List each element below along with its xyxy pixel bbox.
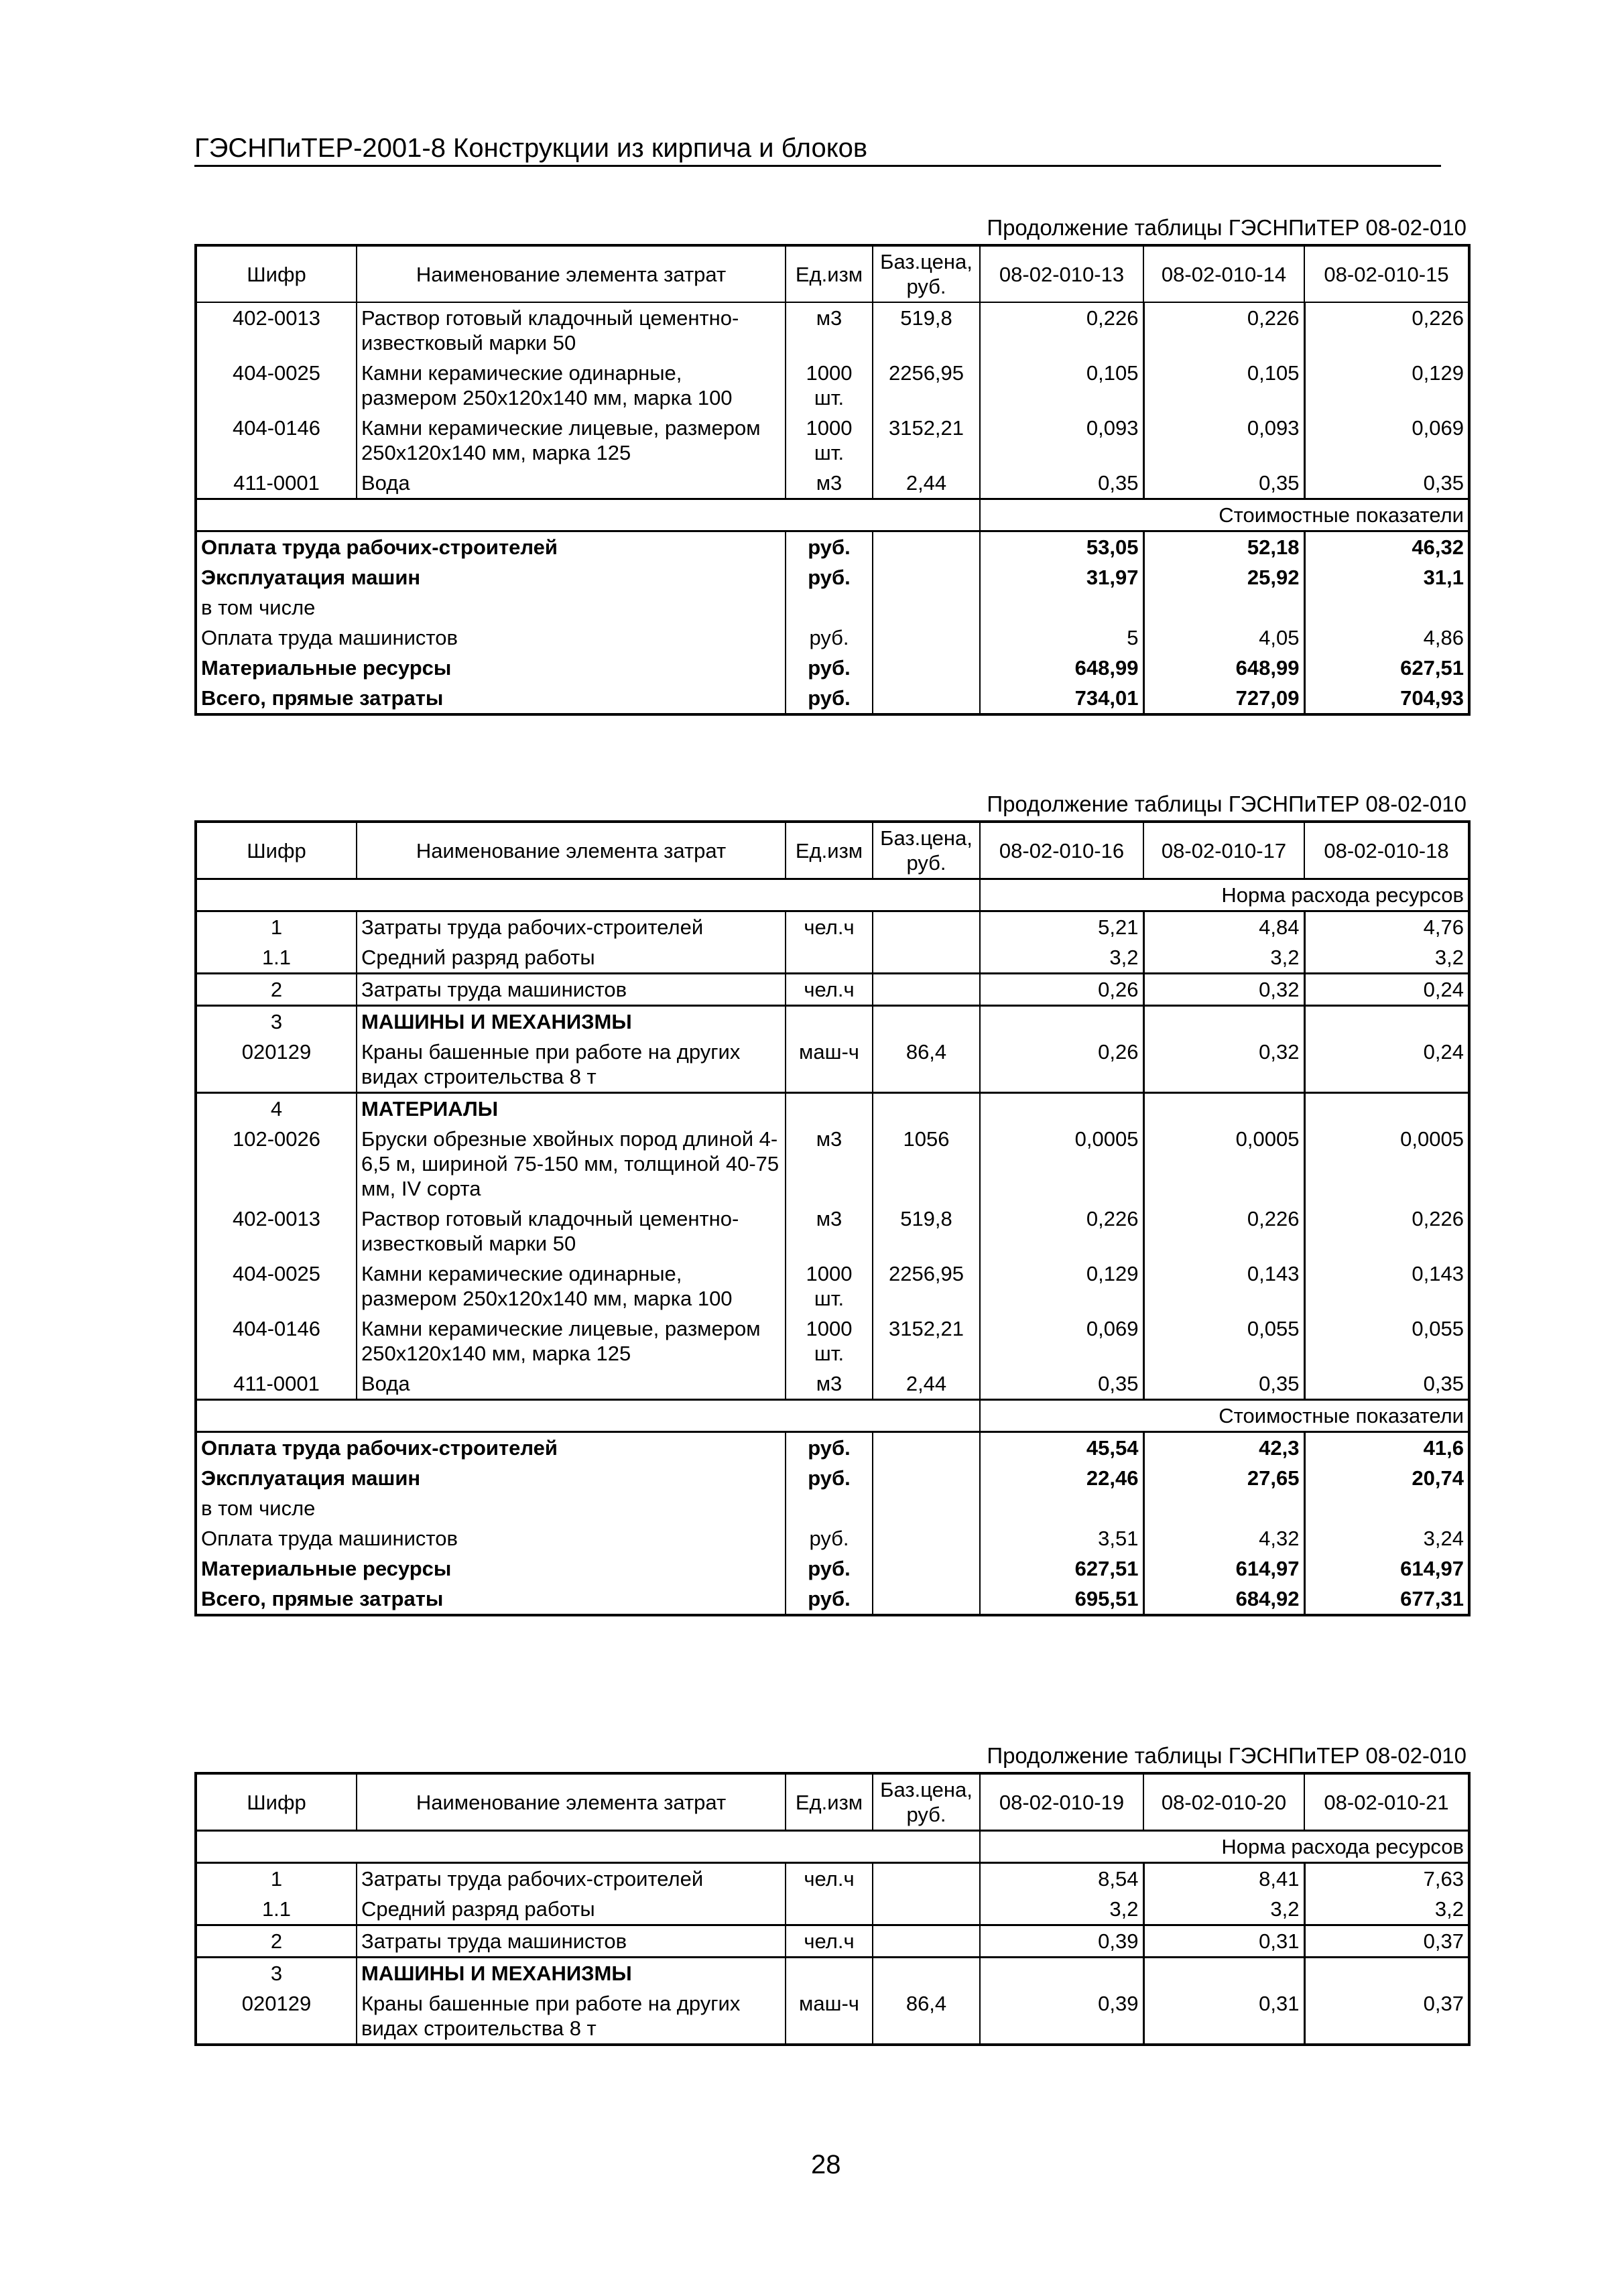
column-header-norm-code: 08-02-010-17 bbox=[1143, 822, 1304, 879]
cost-value: 3,24 bbox=[1304, 1523, 1469, 1553]
resource-code: 404-0146 bbox=[196, 1314, 357, 1368]
table-row bbox=[196, 1988, 1469, 2045]
resource-price bbox=[873, 1958, 980, 1989]
cost-value: 42,3 bbox=[1143, 1432, 1304, 1464]
cost-row bbox=[196, 1432, 1469, 1464]
section-spacer bbox=[196, 1400, 980, 1432]
cost-label: Всего, прямые затраты bbox=[196, 683, 786, 714]
cost-row bbox=[196, 1584, 1469, 1615]
resource-code: 020129 bbox=[196, 1988, 357, 2045]
column-header-name: Наименование элемента затрат bbox=[357, 1773, 786, 1831]
column-header-norm-code: 08-02-010-14 bbox=[1143, 245, 1304, 302]
table-row bbox=[196, 1925, 1469, 1958]
resource-price bbox=[873, 1925, 980, 1958]
norm-value: 0,39 bbox=[980, 1925, 1143, 1958]
cost-value: 22,46 bbox=[980, 1463, 1143, 1493]
table-row bbox=[196, 1093, 1469, 1125]
cost-price-empty bbox=[873, 592, 980, 623]
cost-row bbox=[196, 623, 1469, 653]
cost-value: 53,05 bbox=[980, 531, 1143, 563]
cost-price-empty bbox=[873, 653, 980, 683]
table-header-row bbox=[196, 1773, 1469, 1831]
cost-unit: руб. bbox=[786, 531, 873, 563]
cost-value: 4,86 bbox=[1304, 623, 1469, 653]
resource-unit: 1000 шт. bbox=[786, 1259, 873, 1314]
cost-row bbox=[196, 653, 1469, 683]
norm-value: 0,39 bbox=[980, 1988, 1143, 2045]
table-row bbox=[196, 974, 1469, 1006]
column-header-name: Наименование элемента затрат bbox=[357, 245, 786, 302]
cost-label: в том числе bbox=[196, 592, 786, 623]
column-header-norm-code: 08-02-010-20 bbox=[1143, 1773, 1304, 1831]
column-header-unit: Ед.изм bbox=[786, 1773, 873, 1831]
cost-price-empty bbox=[873, 1553, 980, 1584]
cost-unit: руб. bbox=[786, 1553, 873, 1584]
column-header-name: Наименование элемента затрат bbox=[357, 822, 786, 879]
resource-code: 1 bbox=[196, 1863, 357, 1895]
norm-value bbox=[980, 1006, 1143, 1037]
norm-value: 0,226 bbox=[980, 1204, 1143, 1259]
resource-price bbox=[873, 942, 980, 974]
norm-value: 0,37 bbox=[1304, 1988, 1469, 2045]
resource-price: 3152,21 bbox=[873, 1314, 980, 1368]
norm-value: 3,2 bbox=[980, 1894, 1143, 1925]
section-spacer bbox=[196, 499, 980, 531]
norm-value: 0,226 bbox=[1304, 1204, 1469, 1259]
table-row bbox=[196, 911, 1469, 943]
resource-name: Вода bbox=[357, 468, 786, 499]
column-header-norm-code: 08-02-010-19 bbox=[980, 1773, 1143, 1831]
resource-unit: чел.ч bbox=[786, 974, 873, 1006]
resource-unit bbox=[786, 1894, 873, 1925]
cost-unit: руб. bbox=[786, 623, 873, 653]
cost-unit: руб. bbox=[786, 1463, 873, 1493]
resource-price: 2,44 bbox=[873, 468, 980, 499]
table-row bbox=[196, 302, 1469, 358]
resource-code: 4 bbox=[196, 1093, 357, 1125]
cost-value: 5 bbox=[980, 623, 1143, 653]
resource-name: Камни керамические одинарные, размером 250х120х140 мм, марка 100 bbox=[357, 1259, 786, 1314]
resource-price: 86,4 bbox=[873, 1037, 980, 1093]
norm-value: 0,37 bbox=[1304, 1925, 1469, 1958]
cost-price-empty bbox=[873, 1463, 980, 1493]
cost-label: Оплата труда рабочих-строителей bbox=[196, 531, 786, 563]
resource-code: 102-0026 bbox=[196, 1124, 357, 1204]
cost-value bbox=[1304, 592, 1469, 623]
norm-value: 0,226 bbox=[1143, 302, 1304, 358]
resource-unit: 1000 шт. bbox=[786, 413, 873, 468]
cost-label: Материальные ресурсы bbox=[196, 1553, 786, 1584]
norm-value: 0,105 bbox=[980, 358, 1143, 413]
resource-unit: маш-ч bbox=[786, 1037, 873, 1093]
section-label: Стоимостные показатели bbox=[980, 1400, 1469, 1432]
resource-name: Раствор готовый кладочный цементно-известковый марки 50 bbox=[357, 302, 786, 358]
cost-value: 648,99 bbox=[1143, 653, 1304, 683]
cost-value: 25,92 bbox=[1143, 562, 1304, 592]
cost-row bbox=[196, 1523, 1469, 1553]
cost-value: 627,51 bbox=[1304, 653, 1469, 683]
norm-value: 0,31 bbox=[1143, 1925, 1304, 1958]
resource-name: МАШИНЫ И МЕХАНИЗМЫ bbox=[357, 1958, 786, 1989]
resource-price: 1056 bbox=[873, 1124, 980, 1204]
cost-value: 695,51 bbox=[980, 1584, 1143, 1615]
resource-unit: маш-ч bbox=[786, 1988, 873, 2045]
resource-table-1 bbox=[194, 244, 1471, 716]
cost-label: Эксплуатация машин bbox=[196, 562, 786, 592]
resource-name: Вода bbox=[357, 1368, 786, 1400]
resource-price: 3152,21 bbox=[873, 413, 980, 468]
cost-value: 31,97 bbox=[980, 562, 1143, 592]
norm-value: 3,2 bbox=[980, 942, 1143, 974]
column-header-norm-code: 08-02-010-21 bbox=[1304, 1773, 1469, 1831]
column-header-price: Баз.цена, руб. bbox=[873, 1773, 980, 1831]
cost-value: 627,51 bbox=[980, 1553, 1143, 1584]
cost-value: 52,18 bbox=[1143, 531, 1304, 563]
resource-name: МАТЕРИАЛЫ bbox=[357, 1093, 786, 1125]
section-row bbox=[196, 1831, 1469, 1863]
cost-unit: руб. bbox=[786, 1584, 873, 1615]
resource-code: 1.1 bbox=[196, 942, 357, 974]
norm-value bbox=[1143, 1093, 1304, 1125]
cost-row bbox=[196, 531, 1469, 563]
section-label: Норма расхода ресурсов bbox=[980, 879, 1469, 911]
section-row bbox=[196, 1400, 1469, 1432]
cost-unit: руб. bbox=[786, 1432, 873, 1464]
resource-code: 3 bbox=[196, 1958, 357, 1989]
resource-unit: м3 bbox=[786, 1124, 873, 1204]
column-header-norm-code: 08-02-010-13 bbox=[980, 245, 1143, 302]
norm-value: 4,84 bbox=[1143, 911, 1304, 943]
cost-value: 684,92 bbox=[1143, 1584, 1304, 1615]
table-row bbox=[196, 1006, 1469, 1037]
cost-row bbox=[196, 1553, 1469, 1584]
cost-unit: руб. bbox=[786, 683, 873, 714]
cost-value bbox=[1143, 592, 1304, 623]
cost-unit: руб. bbox=[786, 562, 873, 592]
norm-value: 0,35 bbox=[1143, 468, 1304, 499]
table-row bbox=[196, 1368, 1469, 1400]
table-caption: Продолжение таблицы ГЭСНПиТЕР 08-02-010 bbox=[987, 1743, 1467, 1768]
section-label: Норма расхода ресурсов bbox=[980, 1831, 1469, 1863]
resource-code: 2 bbox=[196, 1925, 357, 1958]
resource-unit: 1000 шт. bbox=[786, 1314, 873, 1368]
norm-value: 0,226 bbox=[1143, 1204, 1304, 1259]
section-spacer bbox=[196, 1831, 980, 1863]
resource-code: 3 bbox=[196, 1006, 357, 1037]
cost-row bbox=[196, 592, 1469, 623]
norm-value: 0,105 bbox=[1143, 358, 1304, 413]
norm-value: 0,093 bbox=[980, 413, 1143, 468]
table-row bbox=[196, 1863, 1469, 1895]
table-caption: Продолжение таблицы ГЭСНПиТЕР 08-02-010 bbox=[987, 215, 1467, 240]
cost-value: 3,51 bbox=[980, 1523, 1143, 1553]
norm-value: 0,24 bbox=[1304, 1037, 1469, 1093]
resource-price: 2,44 bbox=[873, 1368, 980, 1400]
resource-price bbox=[873, 911, 980, 943]
table-row bbox=[196, 1259, 1469, 1314]
resource-code: 402-0013 bbox=[196, 1204, 357, 1259]
cost-value: 20,74 bbox=[1304, 1463, 1469, 1493]
resource-price: 86,4 bbox=[873, 1988, 980, 2045]
table-row bbox=[196, 1037, 1469, 1093]
cost-label: Материальные ресурсы bbox=[196, 653, 786, 683]
table-row bbox=[196, 413, 1469, 468]
norm-value: 0,0005 bbox=[1304, 1124, 1469, 1204]
resource-price bbox=[873, 1093, 980, 1125]
cost-value bbox=[1143, 1493, 1304, 1523]
norm-value bbox=[1304, 1093, 1469, 1125]
resource-name: Средний разряд работы bbox=[357, 1894, 786, 1925]
resource-unit: чел.ч bbox=[786, 1925, 873, 1958]
cost-price-empty bbox=[873, 1493, 980, 1523]
cost-value: 46,32 bbox=[1304, 531, 1469, 563]
resource-code: 020129 bbox=[196, 1037, 357, 1093]
table-row bbox=[196, 468, 1469, 499]
norm-value: 0,32 bbox=[1143, 974, 1304, 1006]
norm-value: 0,226 bbox=[980, 302, 1143, 358]
cost-value: 727,09 bbox=[1143, 683, 1304, 714]
cost-unit bbox=[786, 1493, 873, 1523]
cost-price-empty bbox=[873, 1432, 980, 1464]
resource-unit: м3 bbox=[786, 302, 873, 358]
table-header-row bbox=[196, 822, 1469, 879]
cost-value: 704,93 bbox=[1304, 683, 1469, 714]
table-row bbox=[196, 942, 1469, 974]
resource-price bbox=[873, 1894, 980, 1925]
resource-name: Затраты труда машинистов bbox=[357, 1925, 786, 1958]
section-label: Стоимостные показатели bbox=[980, 499, 1469, 531]
norm-value: 0,35 bbox=[980, 468, 1143, 499]
resource-name: Краны башенные при работе на других видах строительства 8 т bbox=[357, 1988, 786, 2045]
table-row bbox=[196, 1314, 1469, 1368]
cost-unit: руб. bbox=[786, 1523, 873, 1553]
cost-label: Оплата труда машинистов bbox=[196, 1523, 786, 1553]
table-caption: Продолжение таблицы ГЭСНПиТЕР 08-02-010 bbox=[987, 791, 1467, 816]
norm-value: 0,129 bbox=[980, 1259, 1143, 1314]
resource-code: 402-0013 bbox=[196, 302, 357, 358]
cost-price-empty bbox=[873, 623, 980, 653]
norm-value: 0,35 bbox=[1304, 468, 1469, 499]
cost-row bbox=[196, 1463, 1469, 1493]
resource-code: 2 bbox=[196, 974, 357, 1006]
cost-price-empty bbox=[873, 531, 980, 563]
norm-value: 0,24 bbox=[1304, 974, 1469, 1006]
norm-value: 3,2 bbox=[1304, 942, 1469, 974]
table-row bbox=[196, 358, 1469, 413]
cost-price-empty bbox=[873, 1523, 980, 1553]
resource-name: Камни керамические лицевые, размером 250х120х140 мм, марка 125 bbox=[357, 1314, 786, 1368]
cost-value: 27,65 bbox=[1143, 1463, 1304, 1493]
resource-code: 1 bbox=[196, 911, 357, 943]
column-header-price: Баз.цена, руб. bbox=[873, 245, 980, 302]
norm-value bbox=[980, 1093, 1143, 1125]
norm-value: 3,2 bbox=[1143, 942, 1304, 974]
cost-value: 4,05 bbox=[1143, 623, 1304, 653]
resource-price bbox=[873, 1863, 980, 1895]
column-header-norm-code: 08-02-010-18 bbox=[1304, 822, 1469, 879]
cost-value: 4,32 bbox=[1143, 1523, 1304, 1553]
norm-value: 3,2 bbox=[1304, 1894, 1469, 1925]
norm-value: 0,055 bbox=[1304, 1314, 1469, 1368]
cost-value: 614,97 bbox=[1304, 1553, 1469, 1584]
cost-value: 41,6 bbox=[1304, 1432, 1469, 1464]
norm-value: 8,41 bbox=[1143, 1863, 1304, 1895]
norm-value: 0,35 bbox=[1143, 1368, 1304, 1400]
norm-value: 0,35 bbox=[980, 1368, 1143, 1400]
resource-name: Бруски обрезные хвойных пород длиной 4-6,5 м, шириной 75-150 мм, толщиной 40-75 мм, IV сорта bbox=[357, 1124, 786, 1204]
norm-value: 3,2 bbox=[1143, 1894, 1304, 1925]
cost-value: 31,1 bbox=[1304, 562, 1469, 592]
column-header-price: Баз.цена, руб. bbox=[873, 822, 980, 879]
table-row bbox=[196, 1894, 1469, 1925]
resource-unit bbox=[786, 1006, 873, 1037]
resource-price: 519,8 bbox=[873, 302, 980, 358]
cost-label: в том числе bbox=[196, 1493, 786, 1523]
cost-row bbox=[196, 1493, 1469, 1523]
norm-value: 0,26 bbox=[980, 974, 1143, 1006]
resource-code: 411-0001 bbox=[196, 1368, 357, 1400]
resource-price bbox=[873, 974, 980, 1006]
resource-unit: м3 bbox=[786, 468, 873, 499]
cost-label: Всего, прямые затраты bbox=[196, 1584, 786, 1615]
column-header-norm-code: 08-02-010-16 bbox=[980, 822, 1143, 879]
resource-table-2 bbox=[194, 820, 1471, 1616]
norm-value bbox=[1143, 1958, 1304, 1989]
resource-table-3 bbox=[194, 1772, 1471, 2046]
section-row bbox=[196, 879, 1469, 911]
cost-label: Эксплуатация машин bbox=[196, 1463, 786, 1493]
resource-unit: м3 bbox=[786, 1204, 873, 1259]
norm-value: 0,055 bbox=[1143, 1314, 1304, 1368]
norm-value: 0,143 bbox=[1304, 1259, 1469, 1314]
cost-value: 45,54 bbox=[980, 1432, 1143, 1464]
cost-value bbox=[980, 592, 1143, 623]
cost-row bbox=[196, 562, 1469, 592]
cost-unit bbox=[786, 592, 873, 623]
column-header-unit: Ед.изм bbox=[786, 245, 873, 302]
resource-code: 411-0001 bbox=[196, 468, 357, 499]
resource-price bbox=[873, 1006, 980, 1037]
resource-code: 404-0025 bbox=[196, 1259, 357, 1314]
section-row bbox=[196, 499, 1469, 531]
cost-label: Оплата труда машинистов bbox=[196, 623, 786, 653]
resource-unit: чел.ч bbox=[786, 1863, 873, 1895]
section-spacer bbox=[196, 879, 980, 911]
table-row bbox=[196, 1124, 1469, 1204]
table-row bbox=[196, 1958, 1469, 1989]
norm-value: 8,54 bbox=[980, 1863, 1143, 1895]
cost-value: 734,01 bbox=[980, 683, 1143, 714]
resource-name: Затраты труда рабочих-строителей bbox=[357, 1863, 786, 1895]
norm-value: 0,26 bbox=[980, 1037, 1143, 1093]
norm-value bbox=[980, 1958, 1143, 1989]
norm-value bbox=[1304, 1006, 1469, 1037]
column-header-code: Шифр bbox=[196, 822, 357, 879]
cost-row bbox=[196, 683, 1469, 714]
norm-value: 0,069 bbox=[1304, 413, 1469, 468]
resource-price: 2256,95 bbox=[873, 1259, 980, 1314]
resource-unit bbox=[786, 1093, 873, 1125]
resource-unit: чел.ч bbox=[786, 911, 873, 943]
resource-name: Средний разряд работы bbox=[357, 942, 786, 974]
resource-name: Затраты труда машинистов bbox=[357, 974, 786, 1006]
resource-name: Краны башенные при работе на других видах строительства 8 т bbox=[357, 1037, 786, 1093]
page-header: ГЭСНПиТЕР-2001-8 Конструкции из кирпича и блоков bbox=[194, 131, 1441, 167]
norm-value: 0,143 bbox=[1143, 1259, 1304, 1314]
norm-value: 5,21 bbox=[980, 911, 1143, 943]
resource-code: 404-0025 bbox=[196, 358, 357, 413]
column-header-unit: Ед.изм bbox=[786, 822, 873, 879]
cost-value bbox=[1304, 1493, 1469, 1523]
cost-value bbox=[980, 1493, 1143, 1523]
resource-name: Затраты труда рабочих-строителей bbox=[357, 911, 786, 943]
norm-value: 7,63 bbox=[1304, 1863, 1469, 1895]
column-header-code: Шифр bbox=[196, 245, 357, 302]
resource-name: Камни керамические лицевые, размером 250х120х140 мм, марка 125 bbox=[357, 413, 786, 468]
resource-name: МАШИНЫ И МЕХАНИЗМЫ bbox=[357, 1006, 786, 1037]
page-number: 28 bbox=[811, 2150, 841, 2179]
norm-value: 0,226 bbox=[1304, 302, 1469, 358]
cost-price-empty bbox=[873, 683, 980, 714]
cost-price-empty bbox=[873, 1584, 980, 1615]
cost-value: 677,31 bbox=[1304, 1584, 1469, 1615]
norm-value: 0,0005 bbox=[1143, 1124, 1304, 1204]
resource-unit: 1000 шт. bbox=[786, 358, 873, 413]
resource-unit bbox=[786, 1958, 873, 1989]
norm-value: 0,31 bbox=[1143, 1988, 1304, 2045]
cost-price-empty bbox=[873, 562, 980, 592]
cost-unit: руб. bbox=[786, 653, 873, 683]
column-header-code: Шифр bbox=[196, 1773, 357, 1831]
cost-value: 648,99 bbox=[980, 653, 1143, 683]
cost-value: 614,97 bbox=[1143, 1553, 1304, 1584]
resource-name: Камни керамические одинарные, размером 250х120х140 мм, марка 100 bbox=[357, 358, 786, 413]
norm-value bbox=[1143, 1006, 1304, 1037]
cost-label: Оплата труда рабочих-строителей bbox=[196, 1432, 786, 1464]
norm-value bbox=[1304, 1958, 1469, 1989]
resource-price: 2256,95 bbox=[873, 358, 980, 413]
norm-value: 0,069 bbox=[980, 1314, 1143, 1368]
resource-unit: м3 bbox=[786, 1368, 873, 1400]
resource-price: 519,8 bbox=[873, 1204, 980, 1259]
resource-code: 1.1 bbox=[196, 1894, 357, 1925]
table-header-row bbox=[196, 245, 1469, 302]
norm-value: 0,0005 bbox=[980, 1124, 1143, 1204]
resource-code: 404-0146 bbox=[196, 413, 357, 468]
norm-value: 0,129 bbox=[1304, 358, 1469, 413]
table-row bbox=[196, 1204, 1469, 1259]
resource-unit bbox=[786, 942, 873, 974]
norm-value: 0,35 bbox=[1304, 1368, 1469, 1400]
resource-name: Раствор готовый кладочный цементно-известковый марки 50 bbox=[357, 1204, 786, 1259]
column-header-norm-code: 08-02-010-15 bbox=[1304, 245, 1469, 302]
norm-value: 4,76 bbox=[1304, 911, 1469, 943]
norm-value: 0,32 bbox=[1143, 1037, 1304, 1093]
norm-value: 0,093 bbox=[1143, 413, 1304, 468]
